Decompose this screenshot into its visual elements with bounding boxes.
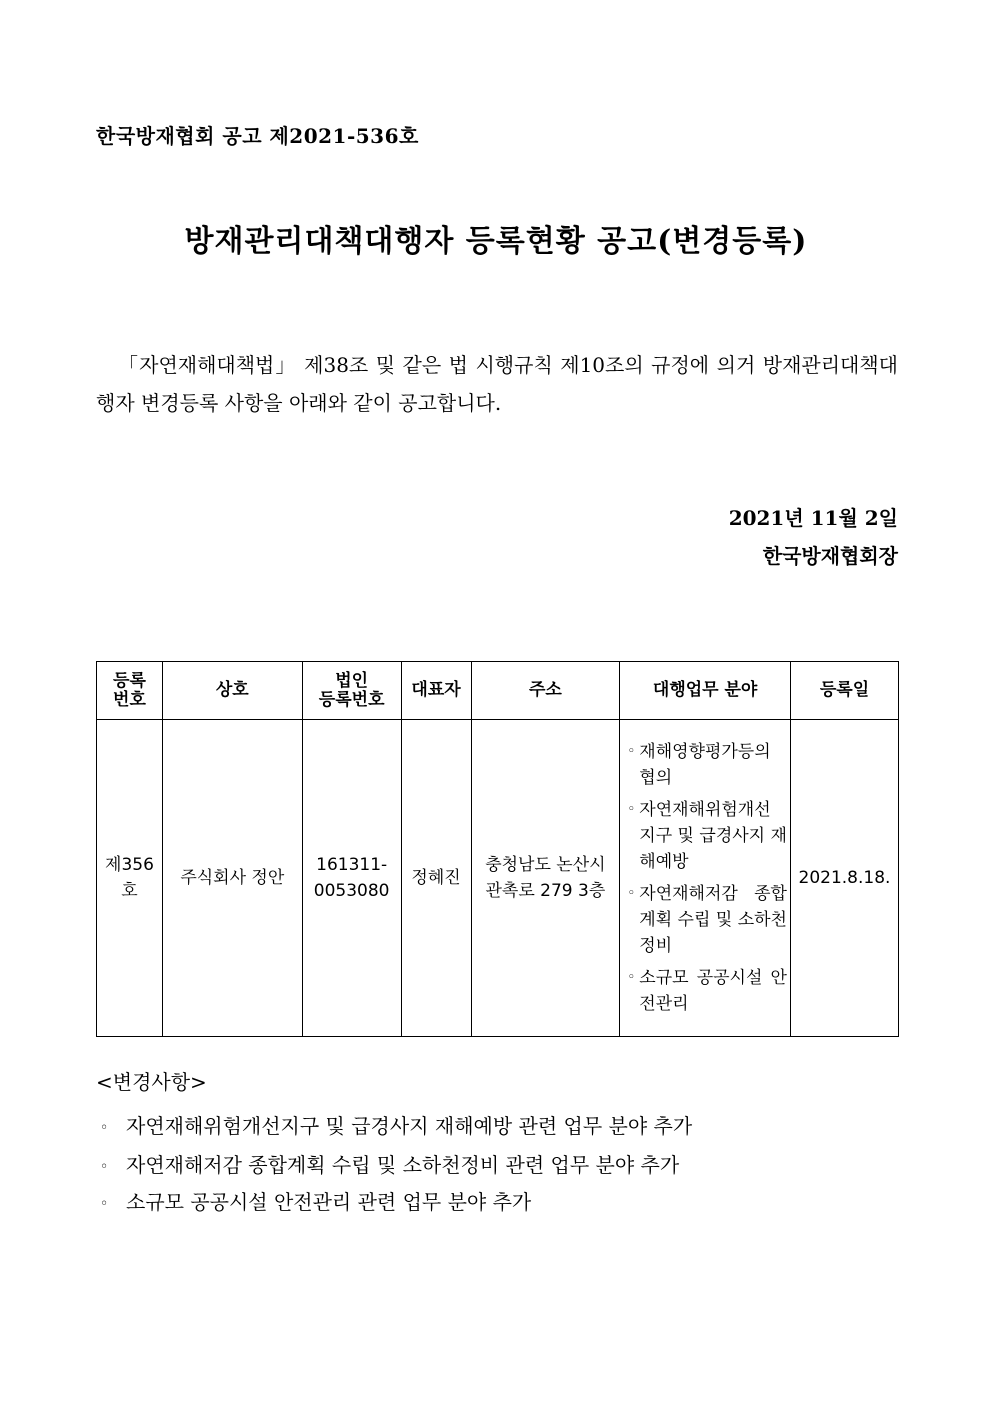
change-item-text: 자연재해저감 종합계획 수립 및 소하천정비 관련 업무 분야 추가 <box>126 1153 680 1177</box>
cell-reg-date: 2021.8.18. <box>790 720 898 1037</box>
field-item <box>623 965 787 1017</box>
bullet-icon: ◦ <box>100 1195 109 1212</box>
field-item-text: 자연재해위험개선지구 및 급경사지 재해예방 <box>639 800 787 872</box>
corp-no-line: 0053080 <box>313 881 390 901</box>
change-item <box>100 1110 692 1139</box>
change-item <box>100 1186 531 1215</box>
field-item <box>623 881 787 959</box>
change-item <box>100 1149 679 1178</box>
change-item-text: 자연재해위험개선지구 및 급경사지 재해예방 관련 업무 분야 추가 <box>126 1114 693 1138</box>
changes-heading: <변경사항> <box>96 1070 207 1094</box>
header-corp-no-line: 법인 <box>335 670 369 691</box>
cell-name: 주식회사 정안 <box>162 720 302 1037</box>
cell-address <box>471 720 620 1037</box>
header-corp-no <box>302 662 401 720</box>
cell-reg-no: 제356호 <box>97 720 163 1037</box>
notice-date: 2021년 11월 2일 <box>728 506 898 530</box>
corp-no-line: 161311- <box>316 855 388 875</box>
bullet-icon: ◦ <box>627 886 636 901</box>
table-header-row <box>97 662 899 720</box>
field-item <box>623 739 787 791</box>
notice-number: 한국방재협회 공고 제2021-536호 <box>96 124 419 148</box>
change-item-text: 소규모 공공시설 안전관리 관련 업무 분야 추가 <box>126 1190 532 1214</box>
header-reg-no <box>97 662 163 720</box>
header-address: 주소 <box>471 662 620 720</box>
field-item-text: 자연재해저감 종합계획 수립 및 소하천정비 <box>639 884 787 956</box>
signer: 한국방재협회장 <box>762 544 898 568</box>
header-name: 상호 <box>162 662 302 720</box>
field-item-text: 재해영향평가등의 협의 <box>639 742 771 788</box>
field-item <box>623 797 787 875</box>
bullet-icon: ◦ <box>100 1158 109 1175</box>
header-rep: 대표자 <box>401 662 471 720</box>
address-line: 충청남도 논산시 <box>485 855 606 875</box>
bullet-icon: ◦ <box>627 970 636 985</box>
registration-table <box>96 661 899 1037</box>
bullet-icon: ◦ <box>100 1119 109 1136</box>
header-reg-date: 등록일 <box>790 662 898 720</box>
field-item-text: 소규모 공공시설 안전관리 <box>639 968 787 1014</box>
bullet-icon: ◦ <box>627 802 636 817</box>
bullet-icon: ◦ <box>627 744 636 759</box>
body-paragraph: 「자연재해대책법」 제38조 및 같은 법 시행규칙 제10조의 규정에 의거 방재관리대책대행자 변경등록 사항을 아래와 같이 공고합니다. <box>96 353 898 415</box>
header-reg-no-line: 등록 <box>113 670 146 691</box>
header-corp-no-line: 등록번호 <box>318 689 385 710</box>
header-fields: 대행업무 분야 <box>620 662 791 720</box>
cell-fields <box>620 720 791 1037</box>
address-line: 관촉로 279 3층 <box>485 881 606 901</box>
header-reg-no-line: 번호 <box>113 689 146 710</box>
table-row <box>97 720 899 1037</box>
page-title: 방재관리대책대행자 등록현황 공고(변경등록) <box>184 224 808 259</box>
cell-corp-no <box>302 720 401 1037</box>
cell-rep: 정혜진 <box>401 720 471 1037</box>
